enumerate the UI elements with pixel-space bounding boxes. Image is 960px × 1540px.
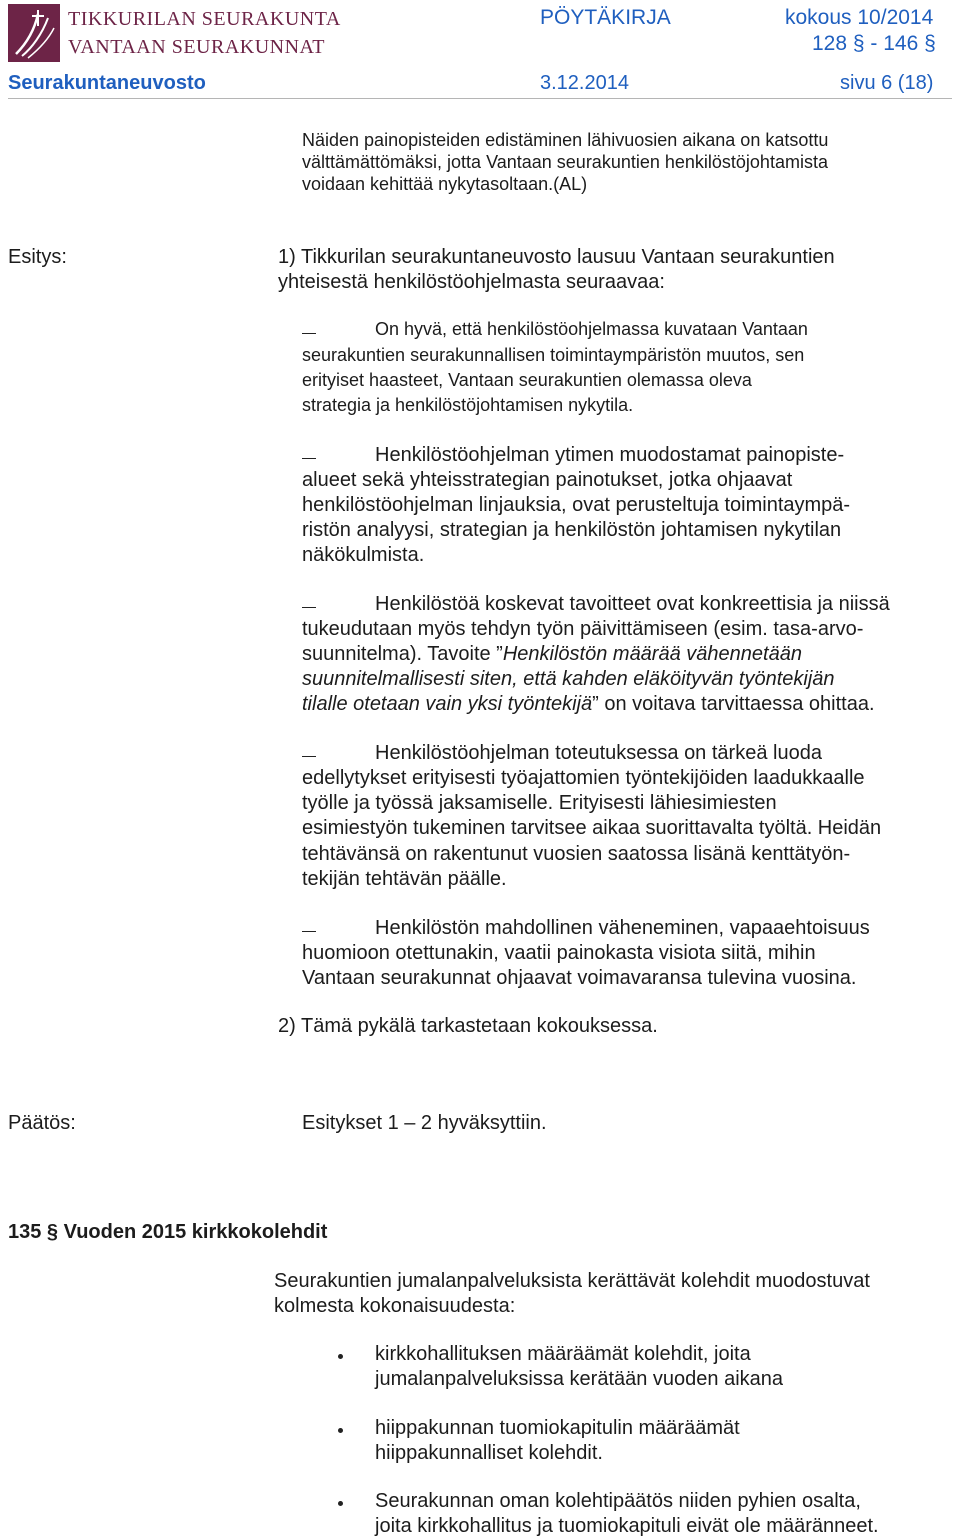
proposal-label: Esitys: <box>8 246 67 268</box>
point-4-line-1: Henkilöstöohjelman toteutuksessa on tärkeä luoda <box>375 742 822 764</box>
point-3-line-5-italic: tilalle otetaan vain yksi työntekijä <box>302 693 593 715</box>
point-1-line-1: On hyvä, että henkilöstöohjelmassa kuvataan Vantaan <box>375 319 808 339</box>
parish-logo-icon <box>8 4 60 62</box>
bullet-1-line-1: kirkkohallituksen määräämät kolehdit, joita <box>375 1343 751 1365</box>
point-5-line-1: Henkilöstön mahdollinen väheneminen, vapaaehtoisuus <box>375 917 870 939</box>
point-3-line-5-plain: ” on voitava tarvittaessa ohittaa. <box>592 693 875 715</box>
point-4-line-3: työlle ja työssä jaksamiselle. Erityisesti lähiesimiesten <box>302 792 777 814</box>
point-2-line-5: näkökulmista. <box>302 544 425 566</box>
point-2-line-4: ristön analyysi, strategian ja henkilöstön johtamisen nykytilan <box>302 519 842 541</box>
point-1-line-2: seurakuntien seurakunnallisen toimintaympäristön muutos, sen <box>302 345 805 365</box>
section-range: 128 § - 146 § <box>812 32 936 55</box>
point-5-line-3: Vantaan seurakunnat ohjaavat voimavaransa tulevina vuosina. <box>302 967 857 989</box>
bullet-1-line-2: jumalanpalveluksissa kerätään vuoden aikana <box>375 1368 784 1390</box>
bullet-3-line-2: joita kirkkohallitus ja tuomiokapituli eivät ole määränneet. <box>375 1515 879 1537</box>
point-4-line-4: esimiestyön tukeminen tarvitsee aikaa suorittavalta työltä. Heidän <box>302 817 882 839</box>
section-135-intro-line-1: Seurakuntien jumalanpalveluksista kerättävät kolehdit muodostuvat <box>274 1270 870 1292</box>
decision-label: Päätös: <box>8 1112 76 1134</box>
bullet-dot <box>338 1354 343 1359</box>
point-4-line-2: edellytykset erityisesti työajattomien työntekijöiden laadukkaalle <box>302 767 865 789</box>
proposal-item-2: 2) Tämä pykälä tarkastetaan kokouksessa. <box>278 1015 658 1037</box>
governing-body: Seurakuntaneuvosto <box>8 72 206 94</box>
bullet-3-line-1: Seurakunnan oman kolehtipäätös niiden pyhien osalta, <box>375 1490 861 1512</box>
document-type: PÖYTÄKIRJA <box>540 6 671 29</box>
dash-bullet <box>302 333 316 334</box>
point-2-line-2: alueet sekä yhteisstrategian painotukset, jotka ohjaavat <box>302 469 793 491</box>
point-3-line-3-italic: Henkilöstön määrää vähennetään <box>502 643 802 665</box>
point-3-line-3-plain: suunnitelma). Tavoite ” <box>302 643 503 665</box>
intro-line-2: välttämättömäksi, jotta Vantaan seurakuntien henkilöstöjohtamista <box>302 152 828 172</box>
point-3-line-1: Henkilöstöä koskevat tavoitteet ovat konkreettisia ja niissä <box>375 593 890 615</box>
point-1-line-4: strategia ja henkilöstöjohtamisen nykytila. <box>302 395 634 415</box>
proposal-item-1-line-2: yhteisestä henkilöstöohjelmasta seuraavaa: <box>278 271 665 293</box>
page-number: sivu 6 (18) <box>840 72 934 94</box>
point-3-line-3 <box>302 643 802 666</box>
intro-line-1: Näiden painopisteiden edistäminen lähivuosien aikana on katsottu <box>302 130 829 150</box>
point-3-line-5 <box>302 693 875 716</box>
point-3-line-2: tukeudutaan myös tehdyn työn päivittämiseen (esim. tasa-arvo- <box>302 618 864 640</box>
point-2-line-1: Henkilöstöohjelman ytimen muodostamat painopiste- <box>375 444 845 466</box>
meeting-date: 3.12.2014 <box>540 72 629 94</box>
bullet-dot <box>338 1501 343 1506</box>
dash-bullet <box>302 931 316 932</box>
bullet-2-line-2: hiippakunnalliset kolehdit. <box>375 1442 603 1464</box>
intro-line-3: voidaan kehittää nykytasoltaan.(AL) <box>302 174 588 194</box>
bullet-2-line-1: hiippakunnan tuomiokapitulin määräämät <box>375 1417 740 1439</box>
dash-bullet <box>302 607 316 608</box>
logo-line-1: TIKKURILAN SEURAKUNTA <box>68 8 341 30</box>
logo-line-2: VANTAAN SEURAKUNNAT <box>68 36 325 58</box>
proposal-item-1-line-1: 1) Tikkurilan seurakuntaneuvosto lausuu Vantaan seurakuntien <box>278 246 835 268</box>
header-divider <box>8 98 952 99</box>
point-1-line-3: erityiset haasteet, Vantaan seurakuntien olemassa oleva <box>302 370 752 390</box>
dash-bullet <box>302 756 316 757</box>
point-4-line-5: tehtävänsä on rakentunut vuosien saatossa lisänä kenttätyön- <box>302 843 851 865</box>
section-135-heading: 135 § Vuoden 2015 kirkkokolehdit <box>8 1221 328 1243</box>
point-4-line-6: tekijän tehtävän päälle. <box>302 868 507 890</box>
meeting-number: kokous 10/2014 <box>785 6 934 29</box>
decision-text: Esitykset 1 – 2 hyväksyttiin. <box>302 1112 547 1134</box>
point-2-line-3: henkilöstöohjelman linjauksia, ovat perusteltuja toimintaympä- <box>302 494 851 516</box>
section-135-intro-line-2: kolmesta kokonaisuudesta: <box>274 1295 516 1317</box>
point-3-line-4: suunnitelmallisesti siten, että kahden eläköityvän työntekijän <box>302 668 835 690</box>
dash-bullet <box>302 458 316 459</box>
bullet-dot <box>338 1428 343 1433</box>
point-5-line-2: huomioon otettunakin, vaatii painokasta visiota siitä, mihin <box>302 942 816 964</box>
